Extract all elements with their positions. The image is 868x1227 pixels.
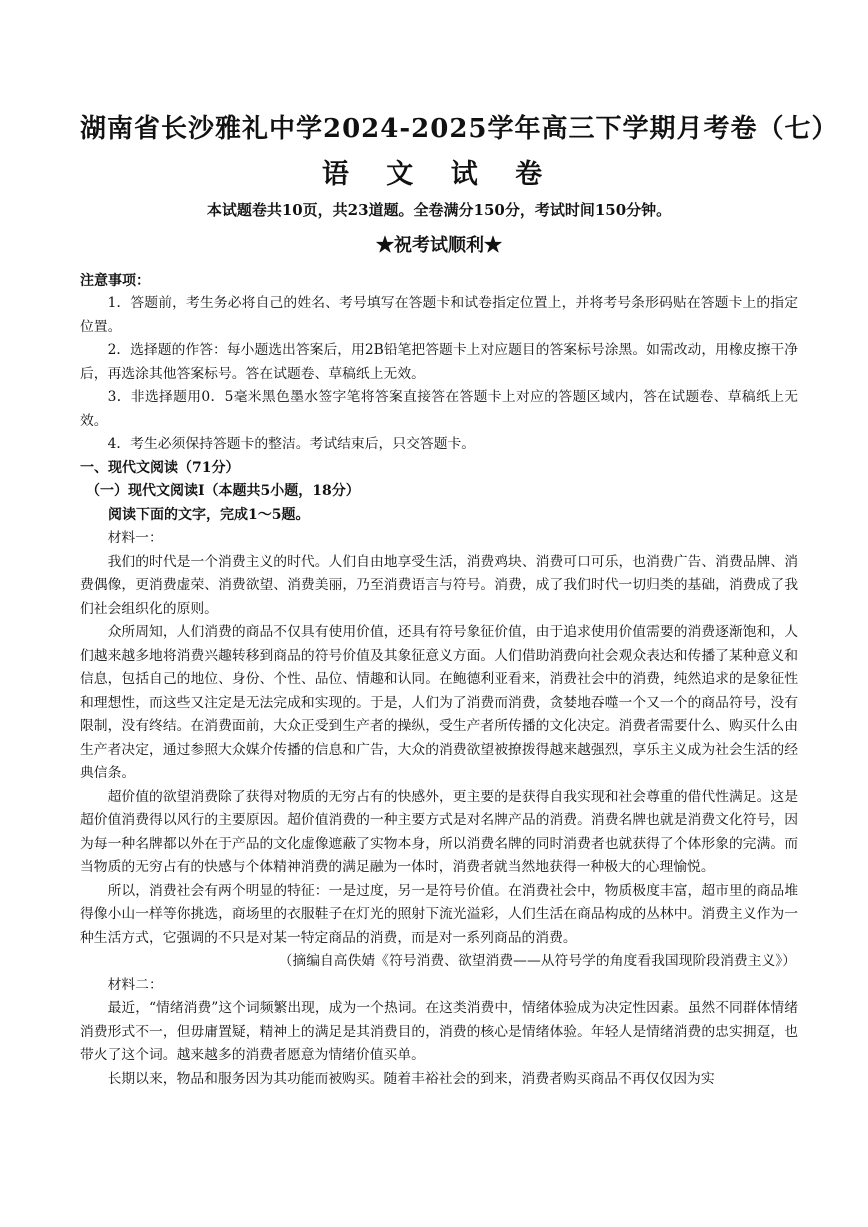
exam-info: 本试题卷共10页，共23道题。全卷满分150分，考试时间150分钟。 bbox=[206, 201, 672, 219]
notice-item-1: 1．答题前，考生务必将自己的姓名、考号填写在答题卡和试卷指定位置上，并将考号条形码贴在答题卡上的指定位置。 bbox=[80, 295, 798, 335]
section-heading: 一、现代文阅读（71分） bbox=[80, 459, 240, 476]
notice-item-2: 2．选择题的作答：每小题选出答案后，用2B铅笔把答题卡上对应题目的答案标号涂黑。如需改动，用橡皮擦干净后，再选涂其他答案标号。答在试题卷、草稿纸上无效。 bbox=[80, 342, 798, 382]
material-1-paragraph: 众所周知，人们消费的商品不仅具有使用价值，还具有符号象征价值，由于追求使用价值需要的消费逐渐饱和，人们越来越多地将消费兴趣转移到商品的符号价值及其象征意义方面。人们借助消费向社会观众表达和传播了某种意义和信息，包括自己的地位、身份、个性、品位、情趣和认同。在鲍德利亚看来，消费社会中的消费，纯然追求的是象征性和理想性，而这些又注定是无法完成和实现的。于是，人们为了消费而消费，贪婪地吞噬一个又一个的商品符号，没有限制，没有终结。在消费面前，大众正受到生产者的操纵，受生产者所传播的文化决定。消费者需要什么、购买什么由生产者决定，通过参照大众媒介传播的信息和广告，大众的消费欲望被撩拨得越来越强烈，享乐主义成为社会生活的经典信条。 bbox=[80, 624, 798, 781]
reading-instruction: 阅读下面的文字，完成1～5题。 bbox=[108, 506, 310, 523]
material-2-label: 材料二： bbox=[107, 976, 163, 993]
material-1-paragraph: 所以，消费社会有两个明显的特征：一是过度，另一是符号价值。在消费社会中，物质极度丰富，超市里的商品堆得像小山一样等你挑选，商场里的衣服鞋子在灯光的照射下流光溢彩，人们生活在商品构成的丛林中。消费主义作为一种生活方式，它强调的不只是对某一特定商品的消费，而是对一系列商品的消费。 bbox=[80, 882, 798, 946]
blessing-line: ★祝考试顺利★ bbox=[376, 235, 502, 256]
subject-title: 语 文 试 卷 bbox=[321, 159, 557, 190]
exam-title: 湖南省长沙雅礼中学2024-2025学年高三下学期月考卷（七） bbox=[80, 114, 839, 144]
material-2-paragraph: 长期以来，物品和服务因为其功能而被购买。随着丰裕社会的到来，消费者购买商品不再仅仅因为实 bbox=[107, 1070, 715, 1087]
material-1-label: 材料一： bbox=[107, 530, 163, 546]
material-1-source: （摘编自高佚婧《符号消费、欲望消费——从符号学的角度看我国现阶段消费主义》） bbox=[278, 953, 796, 969]
material-2-paragraph: 最近，“情绪消费”这个词频繁出现，成为一个热词。在这类消费中，情绪体验成为决定性因素。虽然不同群体情绪消费形式不一，但毋庸置疑，精神上的满足是其消费目的，消费的核心是情绪体验。年轻人是情绪消费的忠实拥趸，也带火了这个词。越来越多的消费者愿意为情绪价值买单。 bbox=[80, 1000, 798, 1063]
material-1-paragraph: 超价值的欲望消费除了获得对物质的无穷占有的快感外，更主要的是获得自我实现和社会尊重的借代性满足。这是超价值消费得以风行的主要原因。超价值消费的一种主要方式是对名牌产品的消费。消费名牌也就是消费文化符号，因为每一种名牌都以外在于产品的文化虚像遮蔽了实物本身，所以消费名牌的同时消费者也就获得了个体形象的完满。而当物质的无穷占有的快感与个体精神消费的满足融为一体时，消费者就当然地获得一种极大的心理愉悦。 bbox=[80, 788, 798, 875]
material-1-paragraph: 我们的时代是一个消费主义的时代。人们自由地享受生活，消费鸡块、消费可口可乐，也消费广告、消费品牌、消费偶像，更消费虚荣、消费欲望、消费美丽，乃至消费语言与符号。消费，成了我们时代一切归类的基础，消费成了我们社会组织化的原则。 bbox=[80, 553, 798, 617]
notice-item-3: 3．非选择题用0．5毫米黑色墨水签字笔将答案直接答在答题卡上对应的答题区域内，答在试题卷、草稿纸上无效。 bbox=[80, 389, 798, 429]
notice-heading: 注意事项： bbox=[80, 273, 150, 289]
part-heading: （一）现代文阅读Ⅰ（本题共5小题，18分） bbox=[86, 483, 360, 499]
notice-item-4: 4．考生必须保持答题卡的整洁。考试结束后，只交答题卡。 bbox=[107, 436, 476, 452]
